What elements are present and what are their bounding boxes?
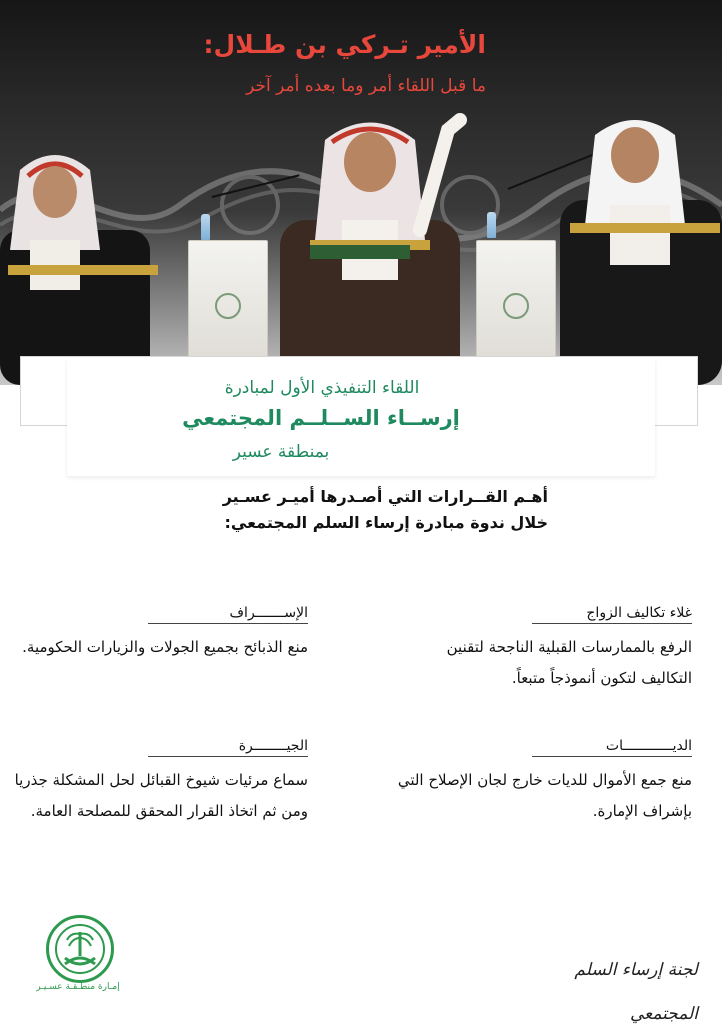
hero-title: الأمير تـركي بن طـلال:	[203, 30, 486, 59]
decisions-heading	[148, 484, 548, 536]
hero-photo	[0, 0, 722, 385]
emirate-logo-text: إمـارة منطـقـة عسـيـر	[36, 982, 120, 992]
event-card	[67, 358, 655, 476]
decision-title: الديــــــــــــات	[602, 738, 692, 754]
committee-signature: لجنة إرساء السلم المجتمعي	[574, 960, 698, 1024]
decision-body: منع الذبائح بجميع الجولات والزيارات الحكومية.	[22, 638, 308, 656]
decision-body: الرفع بالممارسات القبلية الناجحة لتقنين التكاليف لتكون أنموذجاً متبعاً.	[446, 638, 692, 687]
water-bottle-icon	[487, 212, 496, 238]
person-right	[560, 105, 722, 385]
decision-title: غلاء تكاليف الزواج	[582, 605, 692, 621]
decision-body: منع جمع الأموال للديات خارج لجان الإصلاح التي بإشراف الإمارة.	[397, 771, 692, 820]
event-line-3: بمنطقة عسير	[232, 442, 330, 462]
water-bottle-icon	[201, 214, 210, 240]
stage-table-right	[476, 240, 556, 372]
stage-emblem-icon	[215, 293, 241, 319]
person-left	[0, 140, 170, 385]
decision-body: سماع مرئيات شيوخ القبائل لحل المشكلة جذريا ومن ثم اتخاذ القرار المحقق للمصلحة العامة.	[14, 771, 308, 820]
palm-swords-emblem-icon	[46, 915, 114, 983]
hero-subtitle: ما قبل اللقاء أمر وما بعده أمر آخر	[246, 76, 486, 96]
decisions-heading-line-1: أهـم القــرارات التي أصـدرها أميـر عسـير	[222, 487, 548, 506]
decisions-heading-line-2: خلال ندوة مبادرة إرساء السلم المجتمعي:	[224, 513, 548, 532]
decision-marriage-costs	[392, 604, 692, 694]
decision-extravagance	[8, 604, 308, 663]
event-line-2: إرســاء الســلــم المجتمعي	[182, 406, 460, 430]
emblem-graphic	[49, 918, 111, 980]
person-center	[270, 100, 470, 385]
decision-blood-money	[392, 737, 692, 827]
decision-title: الجيــــــــرة	[235, 738, 308, 754]
decision-neighborhood	[8, 737, 308, 827]
stage-table-left	[188, 240, 268, 372]
event-line-1: اللقاء التنفيذي الأول لمبادرة	[224, 378, 420, 398]
stage-emblem-icon	[503, 293, 529, 319]
decision-title: الإســـــــراف	[226, 605, 308, 621]
